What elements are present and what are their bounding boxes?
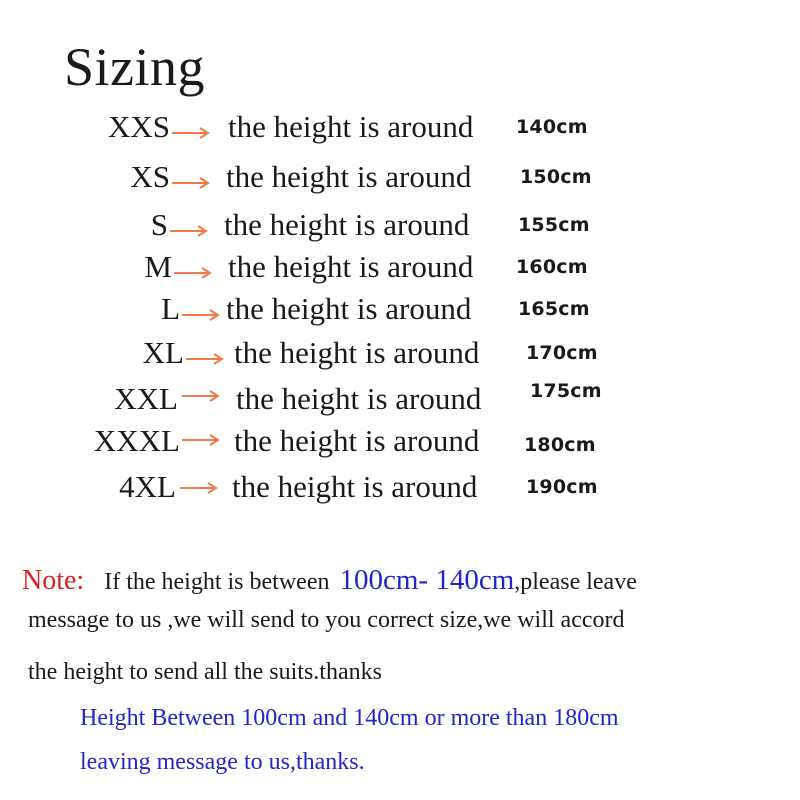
arrow-right-icon <box>186 353 226 365</box>
footer-line-1: Height Between 100cm and 140cm or more than 180cm <box>80 705 619 731</box>
height-value: 190cm <box>526 476 598 498</box>
note-line-3: the height to send all the suits.thanks <box>28 659 382 685</box>
size-row-4xl <box>0 470 800 504</box>
size-row-xxxl <box>0 424 800 458</box>
height-phrase: the height is around <box>234 423 480 458</box>
size-row-xl <box>0 336 800 370</box>
size-label: M <box>144 249 172 284</box>
height-value: 140cm <box>516 116 588 138</box>
size-label: XL <box>142 335 184 370</box>
size-row-l <box>0 292 800 326</box>
height-value: 180cm <box>524 434 596 456</box>
height-phrase: the height is around <box>228 109 474 144</box>
note-text-before: If the height is between <box>104 569 330 595</box>
size-label: XXL <box>114 381 178 416</box>
footer-line-2: leaving message to us,thanks. <box>80 749 365 775</box>
size-label: S <box>150 207 168 242</box>
height-value: 175cm <box>530 380 602 402</box>
height-phrase: the height is around <box>232 469 478 504</box>
height-value: 155cm <box>518 214 590 236</box>
size-row-m <box>0 250 800 284</box>
height-phrase: the height is around <box>226 159 472 194</box>
note-text-after: ,please leave <box>514 569 637 595</box>
note-label: Note: <box>22 565 85 596</box>
arrow-right-icon <box>182 434 222 446</box>
height-phrase: the height is around <box>236 381 482 416</box>
height-phrase: the height is around <box>226 291 472 326</box>
note-line-2: message to us ,we will send to you correct size,we will accord <box>28 607 625 633</box>
height-value: 150cm <box>520 166 592 188</box>
arrow-right-icon <box>180 482 220 494</box>
size-label: XS <box>130 159 170 194</box>
arrow-right-icon <box>172 127 212 139</box>
height-phrase: the height is around <box>234 335 480 370</box>
height-phrase: the height is around <box>224 207 470 242</box>
size-label: 4XL <box>119 469 176 504</box>
size-row-xxs <box>0 110 800 144</box>
size-row-xs <box>0 160 800 194</box>
height-phrase: the height is around <box>228 249 474 284</box>
height-value: 165cm <box>518 298 590 320</box>
arrow-right-icon <box>170 225 210 237</box>
note-height-range: 100cm- 140cm <box>339 564 515 596</box>
page-title: Sizing <box>64 37 206 97</box>
size-row-s <box>0 208 800 242</box>
arrow-right-icon <box>174 267 214 279</box>
height-value: 160cm <box>516 256 588 278</box>
size-label: XXS <box>107 109 170 144</box>
arrow-right-icon <box>182 309 222 321</box>
note-line-1 <box>22 566 637 595</box>
size-row-xxl <box>0 382 800 416</box>
arrow-right-icon <box>182 390 222 402</box>
size-label: L <box>161 291 180 326</box>
size-label: XXXL <box>93 423 180 458</box>
arrow-right-icon <box>172 177 212 189</box>
height-value: 170cm <box>526 342 598 364</box>
